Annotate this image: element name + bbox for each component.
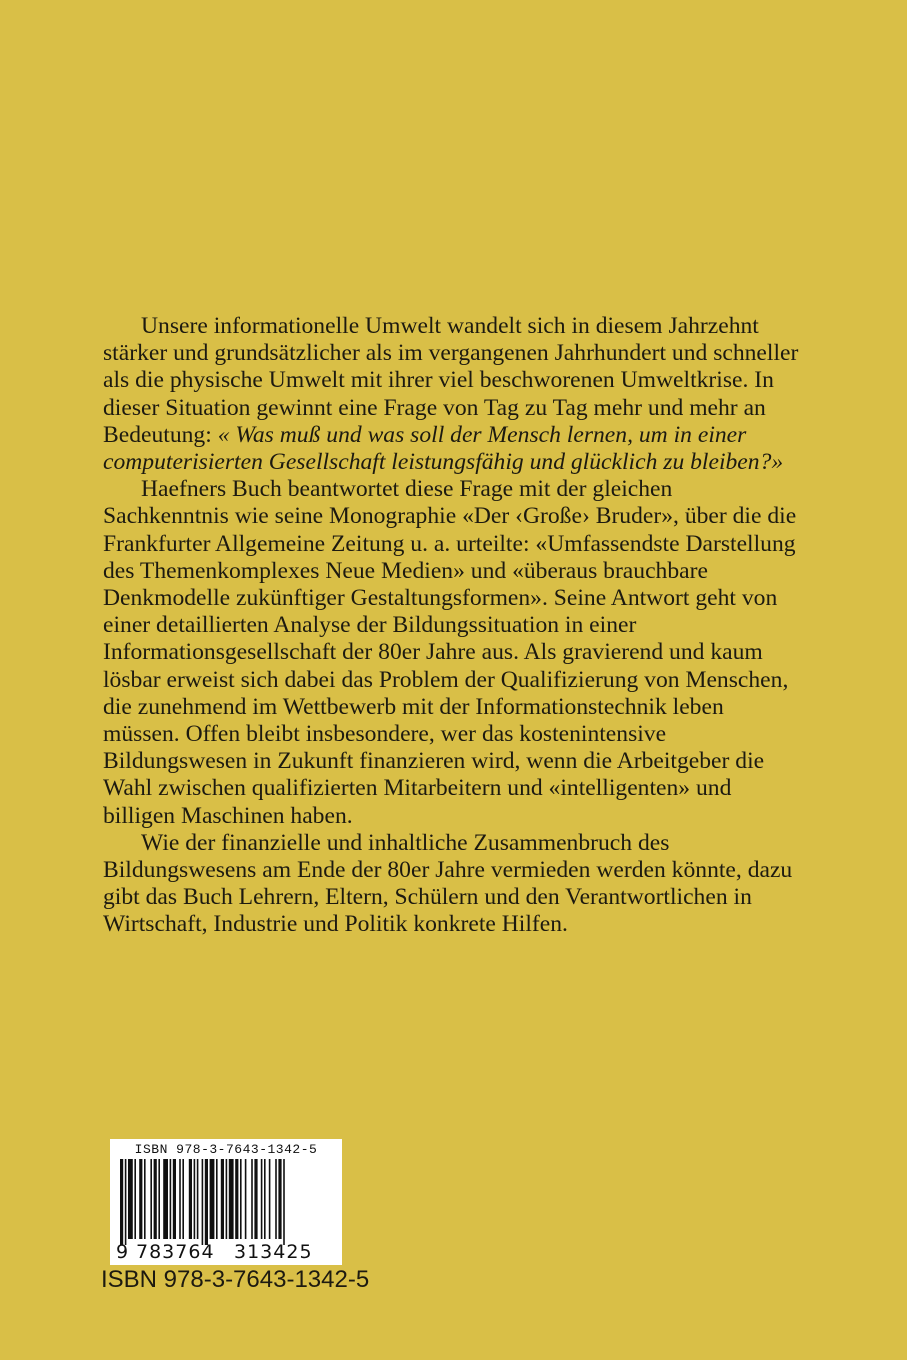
barcode-bar xyxy=(264,1159,266,1239)
barcode-bar xyxy=(226,1159,228,1239)
barcode-bar xyxy=(283,1159,285,1245)
barcode-bar xyxy=(189,1159,192,1239)
barcode-bar xyxy=(139,1159,142,1239)
barcode-bar xyxy=(194,1159,196,1239)
barcode-bar xyxy=(197,1159,199,1239)
barcode-bar xyxy=(216,1159,218,1239)
blurb-paragraph-1 xyxy=(103,313,803,476)
blurb-text xyxy=(103,313,803,939)
barcode-bar xyxy=(269,1159,271,1239)
barcode-bar xyxy=(128,1159,133,1239)
barcode-bar xyxy=(150,1159,152,1239)
barcode-bar xyxy=(182,1159,184,1239)
barcode-bar xyxy=(251,1159,253,1239)
barcode-bar xyxy=(202,1159,204,1245)
barcode-bar xyxy=(154,1159,157,1239)
isbn-footer: ISBN 978-3-7643-1342-5 xyxy=(101,1266,370,1293)
barcode-bar xyxy=(221,1159,224,1239)
barcode-bar xyxy=(275,1159,277,1239)
blurb-quote: « Was muß und was soll der Mensch lernen, um in einer computerisierten Gesellschaft leistungsfähig und glücklich zu bleiben?» xyxy=(103,421,784,476)
barcode-bar xyxy=(120,1159,123,1245)
barcode-isbn-label: ISBN 978-3-7643-1342-5 xyxy=(134,1142,318,1157)
barcode-bar xyxy=(229,1159,234,1239)
barcode-bar xyxy=(125,1159,127,1245)
barcode-bars xyxy=(118,1159,334,1245)
blurb-paragraph-2: Haefners Buch beantwortet diese Frage mit der gleichen Sachkenntnis wie seine Monographie «Der ‹Große› Bruder», über die die Frankfurter Allgemeine Zeitung u. a. urteilte: «Umfassendste Darstellung des Themenkomplexes Neue Medien» und «überaus brauchbare Denkmodelle zukünftiger Gestaltungsformen». Seine Antwort geht von einer detaillierten Analyse der Bildungssituation in einer Informationsgesellschaft der 80er Jahre aus. Als gravierend und kaum lösbar erweist sich dabei das Problem der Qualifizierung von Menschen, die zunehmend im Wettbewerb mit der Informationstechnik leben müssen. Offen bleibt insbesondere, wer das kostenintensive Bildungswesen in Zukunft finanzieren wird, wenn die Arbeitgeber die Wahl zwischen qualifizierten Mitarbeitern und «intelligenten» und billigen Maschinen haben. xyxy=(103,476,797,829)
barcode-bar xyxy=(278,1159,281,1239)
barcode-box xyxy=(110,1139,342,1265)
barcode-bar xyxy=(144,1159,146,1239)
barcode-bar xyxy=(170,1159,172,1239)
barcode-bar xyxy=(173,1159,176,1239)
barcode-bar xyxy=(235,1159,238,1239)
barcode-bar xyxy=(134,1159,136,1239)
blurb-paragraph-1-text: Unsere informationelle Umwelt wandelt sich in diesem Jahrzehnt stärker und grundsätzlicher als im vergangenen Jahrhundert und schneller als die physische Umwelt mit ihrer viel beschworenen Umweltkrise. In dieser Situation gewinnt eine Frage von Tag zu Tag mehr und mehr an Bedeutung: xyxy=(103,313,799,448)
barcode-bar xyxy=(158,1159,160,1239)
barcode-bar xyxy=(240,1159,242,1239)
barcode-bar xyxy=(179,1159,181,1239)
ean-first-digit: 9 xyxy=(116,1241,130,1263)
barcode-bar xyxy=(261,1159,263,1239)
ean-left-group: 783764 xyxy=(136,1241,215,1263)
blurb-paragraph-3: Wie der finanzielle und inhaltliche Zusammenbruch des Bildungswesens am Ende der 80er Jahre vermieden werden könnte, dazu gibt das Buch Lehrern, Eltern, Schülern und den Verantwortlichen in Wirtschaft, Industrie und Politik konkrete Hilfen. xyxy=(103,829,793,938)
barcode-bar xyxy=(254,1159,257,1239)
ean-right-group: 313425 xyxy=(234,1241,313,1263)
barcode-bar xyxy=(210,1159,215,1239)
barcode-bar xyxy=(245,1159,247,1239)
barcode-bar xyxy=(163,1159,168,1239)
barcode-bar xyxy=(205,1159,208,1245)
